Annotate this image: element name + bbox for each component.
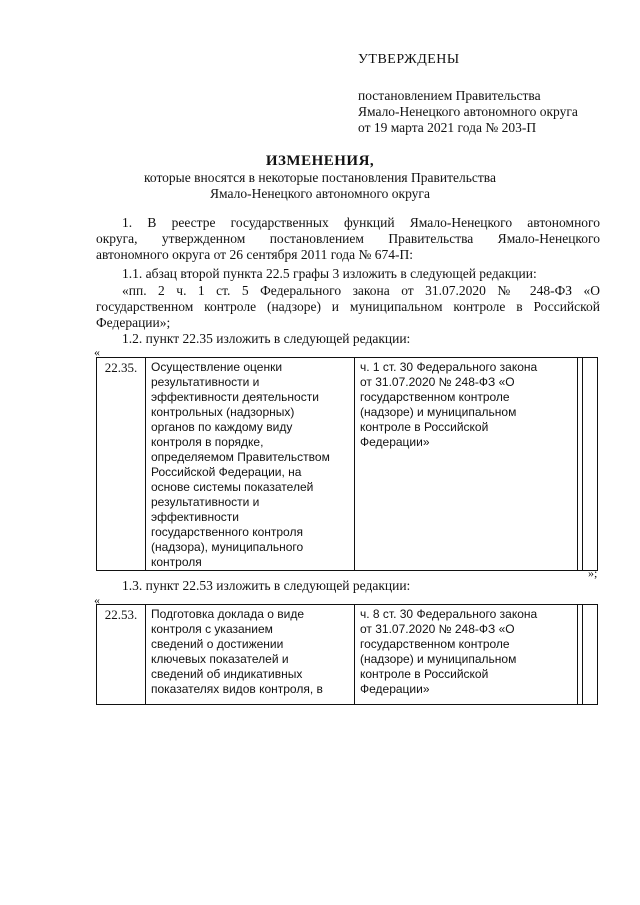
approved-stamp: УТВЕРЖДЕНЫ xyxy=(358,52,460,67)
paragraph-line: 1.2. пункт 22.35 изложить в следующей редакции: xyxy=(122,331,411,346)
item-description xyxy=(146,605,355,705)
paragraph-line: «пп. 2 ч. 1 ст. 5 Федерального закона от 31.07.2020 № 248-ФЗ «О xyxy=(122,283,600,298)
decree-line: от 19 марта 2021 года № 203-П xyxy=(358,120,537,135)
paragraph-line: 1.1. абзац второй пункта 22.5 графы 3 изложить в следующей редакции: xyxy=(122,266,537,281)
quoted-text xyxy=(96,283,600,331)
table-row xyxy=(97,605,598,705)
legal-basis xyxy=(355,605,578,705)
paragraph-line: Федерации»; xyxy=(96,315,171,330)
paragraph-line: автономного округа от 26 сентября 2011 года № 674-П: xyxy=(96,247,413,262)
paragraph-line: 1. В реестре государственных функций Ямало-Ненецкого автономного xyxy=(122,215,600,230)
item-description-text: Подготовка доклада о виде контроля с указанием сведений о достижении ключевых показателей и сведений об индикативных показателях видов контроля, в xyxy=(151,607,323,696)
changes-table-1 xyxy=(96,357,598,571)
close-quote-mark: »; xyxy=(588,566,598,580)
subtitle-line: которые вносятся в некоторые постановления Правительства xyxy=(144,170,496,185)
table-row xyxy=(97,358,598,571)
item-number: 22.35. xyxy=(97,358,146,571)
changes-table-2 xyxy=(96,604,598,705)
paragraph-1-3 xyxy=(96,578,600,594)
paragraph-1 xyxy=(96,215,600,263)
legal-basis-text: ч. 8 ст. 30 Федерального закона от 31.07.2020 № 248-ФЗ «О государственном контроле (надзоре) и муниципальном контроле в Российской Федерации» xyxy=(360,607,538,696)
item-description-text: Осуществление оценки результативности и эффективности деятельности контрольных (надзорных) органов по каждому виду контроля в порядке, определяемом Правительством Российской Федерации, на основе системы показателей результативности и эффективности государственного контроля (надзора), муниципального контроля xyxy=(151,360,330,569)
legal-basis-text: ч. 1 ст. 30 Федерального закона от 31.07.2020 № 248-ФЗ «О государственном контроле (надзоре) и муниципальном контроле в Российской Федерации» xyxy=(360,360,538,449)
open-quote-mark: « xyxy=(94,345,100,359)
paragraph-line: государственном контроле (надзоре) и муниципальном контроле в Российской xyxy=(96,299,600,314)
paragraph-line: 1.3. пункт 22.53 изложить в следующей редакции: xyxy=(122,578,411,593)
document-subtitle xyxy=(0,170,640,202)
decree-line: Ямало-Ненецкого автономного округа xyxy=(358,104,578,119)
document-title: ИЗМЕНЕНИЯ, xyxy=(265,153,375,169)
empty-cell xyxy=(583,605,598,705)
item-description xyxy=(146,358,355,571)
paragraph-1-2 xyxy=(96,331,600,347)
open-quote-mark: « xyxy=(94,593,100,607)
decree-reference xyxy=(358,88,578,136)
decree-line: постановлением Правительства xyxy=(358,88,541,103)
paragraph-1-1 xyxy=(96,266,600,282)
legal-basis xyxy=(355,358,578,571)
empty-cell xyxy=(583,358,598,571)
item-number: 22.53. xyxy=(97,605,146,705)
paragraph-line: округа, утвержденном постановлением Правительства Ямало-Ненецкого xyxy=(96,231,600,246)
subtitle-line: Ямало-Ненецкого автономного округа xyxy=(210,186,430,201)
